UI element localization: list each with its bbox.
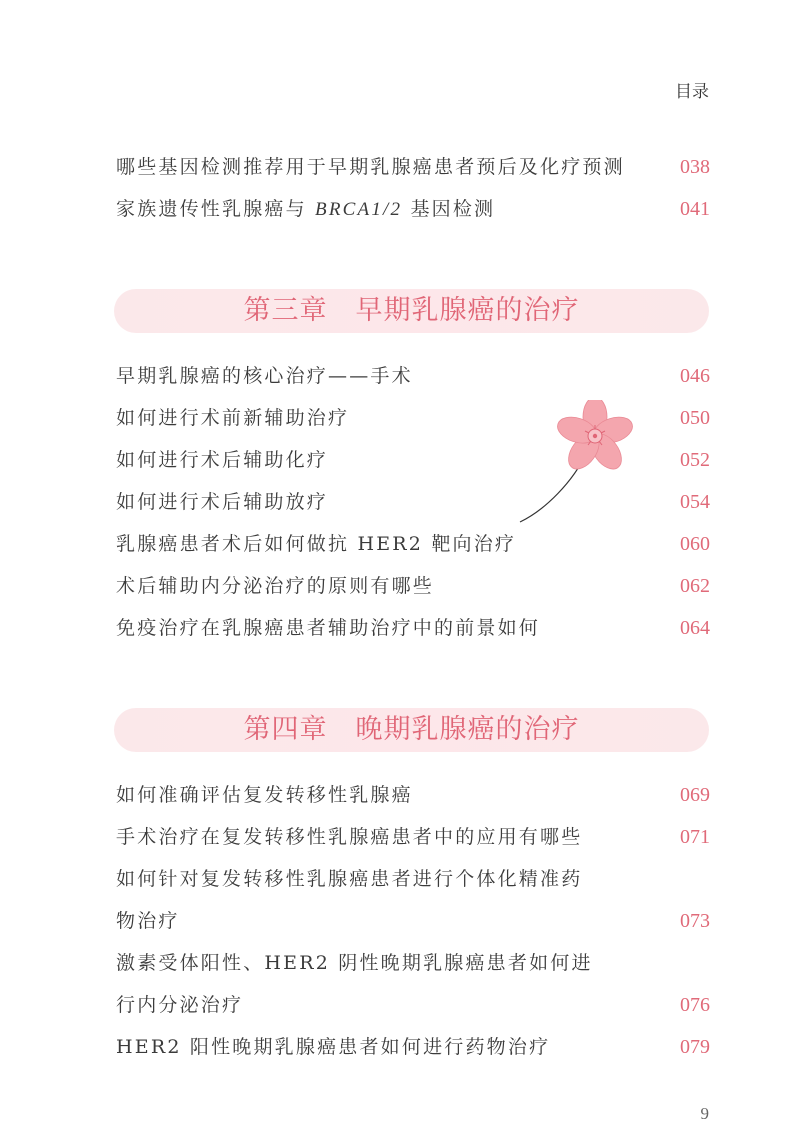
gene-name-italic: BRCA1/2 xyxy=(315,199,403,220)
toc-entry-title: HER2 阳性晚期乳腺癌患者如何进行药物治疗 xyxy=(116,1036,551,1058)
toc-entry-title: 乳腺癌患者术后如何做抗 HER2 靶向治疗 xyxy=(116,533,517,555)
page-number: 9 xyxy=(700,1104,709,1123)
toc-entry-page: 079 xyxy=(680,1036,710,1058)
toc-entry-page: 054 xyxy=(680,491,710,513)
toc-entry-title: 早期乳腺癌的核心治疗——手术 xyxy=(116,365,413,387)
toc-entry[interactable] xyxy=(116,529,710,559)
toc-entry[interactable] xyxy=(116,194,710,224)
toc-entry-title: 如何进行术前新辅助治疗 xyxy=(116,407,350,429)
toc-entry-page: 050 xyxy=(680,407,710,429)
toc-entry-page: 069 xyxy=(680,784,710,806)
toc-entry-title: 哪些基因检测推荐用于早期乳腺癌患者预后及化疗预测 xyxy=(116,156,625,178)
toc-entry[interactable] xyxy=(116,990,710,1020)
toc-entry[interactable] xyxy=(116,613,710,643)
toc-entry[interactable] xyxy=(116,152,710,182)
toc-entry[interactable] xyxy=(116,822,710,852)
toc-entry-title: 如何进行术后辅助化疗 xyxy=(116,449,329,471)
toc-entry-page: 064 xyxy=(680,617,710,639)
chapter-4-banner[interactable] xyxy=(114,708,709,752)
chapter-3-title: 第三章 早期乳腺癌的治疗 xyxy=(243,295,580,326)
toc-entry-title: 如何针对复发转移性乳腺癌患者进行个体化精准药 xyxy=(116,868,583,890)
chapter-3-banner[interactable] xyxy=(114,289,709,333)
toc-entry-title: 如何准确评估复发转移性乳腺癌 xyxy=(116,784,413,806)
title-prefix: 家族遗传性乳腺癌与 xyxy=(116,198,316,220)
flower-petals xyxy=(554,400,636,475)
toc-entry-page: 052 xyxy=(680,449,710,471)
toc-entry[interactable] xyxy=(116,780,710,810)
toc-entry-page: 041 xyxy=(680,198,710,220)
title-suffix: 基因检测 xyxy=(402,198,496,220)
toc-entry-page: 038 xyxy=(680,156,710,178)
toc-entry-page: 071 xyxy=(680,826,710,848)
toc-entry-title: 行内分泌治疗 xyxy=(116,994,244,1016)
toc-entry-title: 免疫治疗在乳腺癌患者辅助治疗中的前景如何 xyxy=(116,617,541,639)
chapter-4-title: 第四章 晚期乳腺癌的治疗 xyxy=(243,714,580,745)
toc-entry[interactable] xyxy=(116,948,710,978)
pink-flower-icon xyxy=(515,400,645,530)
toc-entry-page: 046 xyxy=(680,365,710,387)
toc-entry-title: 手术治疗在复发转移性乳腺癌患者中的应用有哪些 xyxy=(116,826,583,848)
toc-entry-title: 激素受体阳性、HER2 阴性晚期乳腺癌患者如何进 xyxy=(116,952,593,974)
toc-entry-title: 术后辅助内分泌治疗的原则有哪些 xyxy=(116,575,435,597)
toc-header-label: 目录 xyxy=(675,82,709,102)
toc-entry-page: 073 xyxy=(680,910,710,932)
toc-entry[interactable] xyxy=(116,361,710,391)
toc-entry-title: 物治疗 xyxy=(116,910,180,932)
toc-entry-page: 060 xyxy=(680,533,710,555)
toc-entry-title: 如何进行术后辅助放疗 xyxy=(116,491,329,513)
toc-entry[interactable] xyxy=(116,864,710,894)
toc-entry-title xyxy=(116,194,495,225)
toc-entry-page: 062 xyxy=(680,575,710,597)
toc-entry[interactable] xyxy=(116,906,710,936)
toc-entry-page: 076 xyxy=(680,994,710,1016)
toc-entry[interactable] xyxy=(116,571,710,601)
toc-entry[interactable] xyxy=(116,1032,710,1062)
